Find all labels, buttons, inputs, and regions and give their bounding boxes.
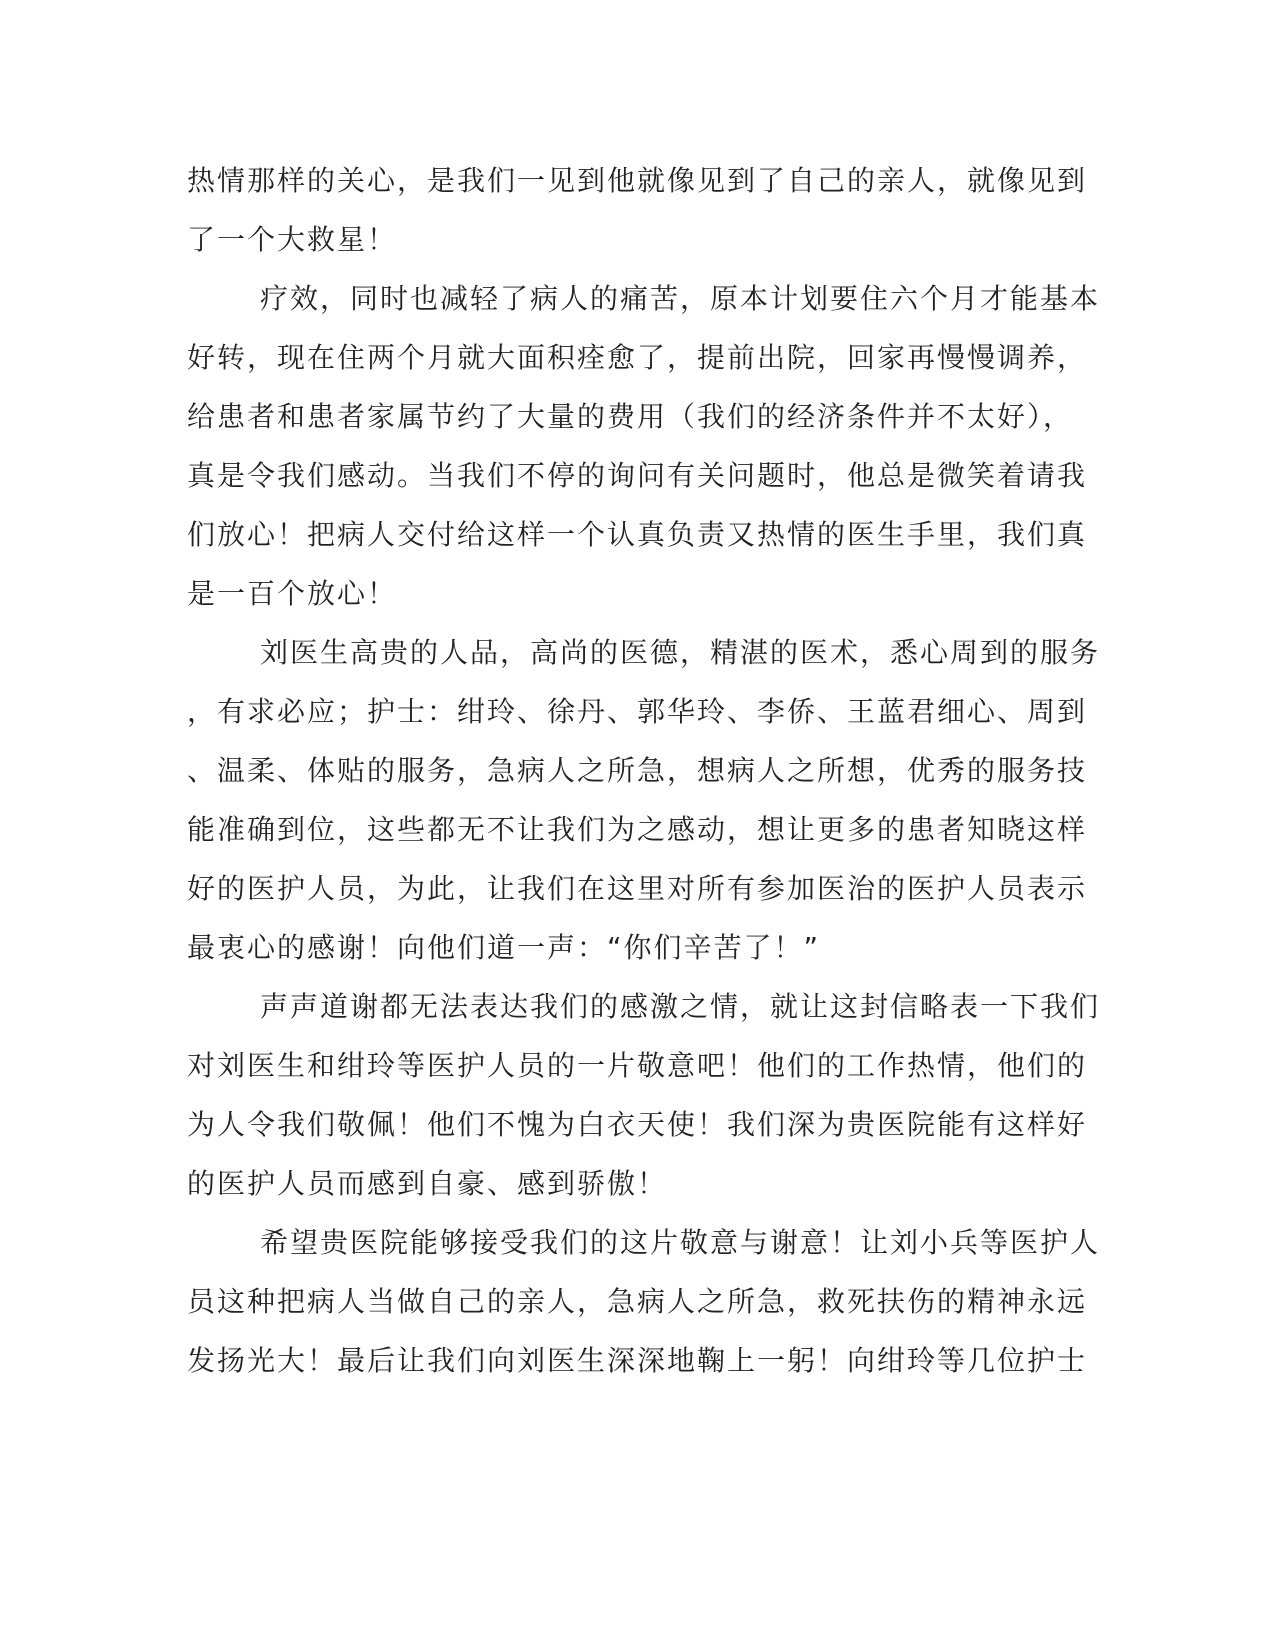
body-text-line: 真是令我们感动。当我们不停的询问有关问题时，他总是微笑着请我 [187, 459, 1088, 492]
paragraph-first-line: 疗效，同时也减轻了病人的痛苦，原本计划要住六个月才能基本 [260, 282, 1101, 315]
paragraph-first-line: 希望贵医院能够接受我们的这片敬意与谢意！让刘小兵等医护人 [260, 1226, 1101, 1259]
body-text-line: 、温柔、体贴的服务，急病人之所急，想病人之所想，优秀的服务技 [187, 754, 1088, 787]
paragraph-first-line: 刘医生高贵的人品，高尚的医德，精湛的医术，悉心周到的服务 [260, 636, 1101, 669]
body-text-line: ，有求必应；护士：绀玲、徐丹、郭华玲、李侨、王蓝君细心、周到 [187, 695, 1088, 728]
paragraph-first-line: 声声道谢都无法表达我们的感激之情，就让这封信略表一下我们 [260, 990, 1101, 1023]
body-text-line: 的医护人员而感到自豪、感到骄傲！ [187, 1167, 668, 1200]
body-text-line: 热情那样的关心，是我们一见到他就像见到了自己的亲人，就像见到 [187, 164, 1088, 197]
body-text-line: 给患者和患者家属节约了大量的费用（我们的经济条件并不太好）， [187, 400, 1074, 433]
body-text-line: 好转，现在住两个月就大面积痊愈了，提前出院，回家再慢慢调养， [187, 341, 1088, 374]
body-text-line: 是一百个放心！ [187, 577, 398, 610]
body-text-line: 员这种把病人当做自己的亲人，急病人之所急，救死扶伤的精神永远 [187, 1285, 1088, 1318]
body-text-line: 好的医护人员，为此，让我们在这里对所有参加医治的医护人员表示 [187, 872, 1088, 905]
body-text-line: 对刘医生和绀玲等医护人员的一片敬意吧！他们的工作热情，他们的 [187, 1049, 1088, 1082]
body-text-line: 们放心！把病人交付给这样一个认真负责又热情的医生手里，我们真 [187, 518, 1088, 551]
body-text-line: 能准确到位，这些都无不让我们为之感动，想让更多的患者知晓这样 [187, 813, 1088, 846]
body-text-line: 为人令我们敬佩！他们不愧为白衣天使！我们深为贵医院能有这样好 [187, 1108, 1088, 1141]
body-text-line: 最衷心的感谢！向他们道一声：“你们辛苦了！” [187, 931, 821, 964]
body-text-line: 了一个大救星！ [187, 223, 398, 256]
body-text-line: 发扬光大！最后让我们向刘医生深深地鞠上一躬！向绀玲等几位护士 [187, 1344, 1088, 1377]
